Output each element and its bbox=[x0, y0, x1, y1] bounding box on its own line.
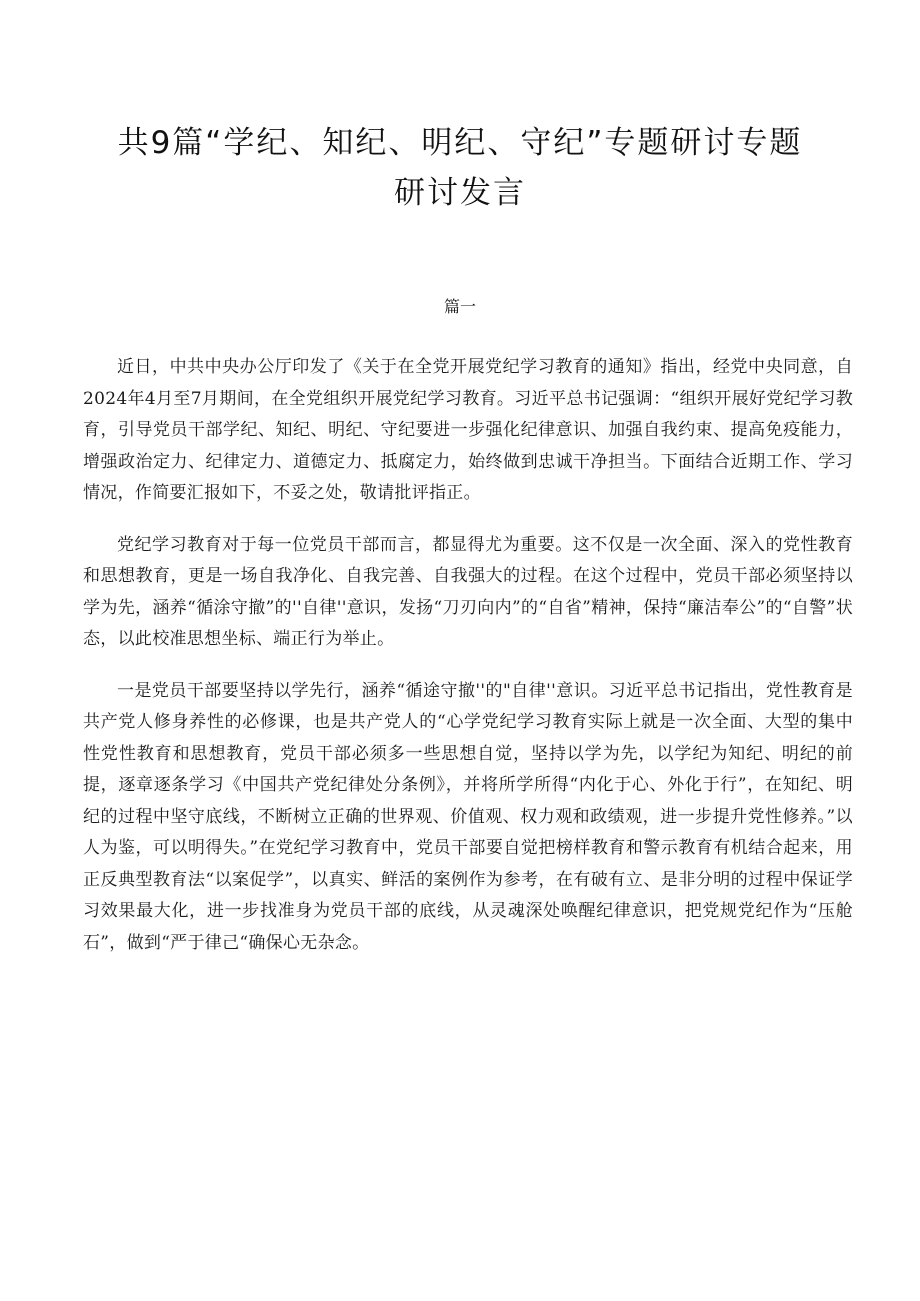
title-line-2: 研讨发言 bbox=[394, 175, 526, 211]
paragraph-1: 近日，中共中央办公厅印发了《关于在全党开展党纪学习教育的通知》指出，经党中央同意，自2024年4月至7月期间，在全党组织开展党纪学习教育。习近平总书记强调：“组织开展好党纪学习教育，引导党员干部学纪、知纪、明纪、守纪要进一步强化纪律意识、加强自我约束、提高免疫能力，增强政治定力、纪律定力、道德定力、抵腐定力，始终做到忠诚干净担当。下面结合近期工作、学习情况，作简要汇报如下，不妥之处，敬请批评指正。 bbox=[83, 357, 853, 503]
paragraph-2: 党纪学习教育对于每一位党员干部而言，都显得尤为重要。这不仅是一次全面、深入的党性教育和思想教育，更是一场自我净化、自我完善、自我强大的过程。在这个过程中，党员干部必须坚持以学为先，涵养“循涂守撤”的''自律''意识，发扬“刀刃向内”的“自省”精神，保持“廉洁奉公”的“自警”状态，以此校准思想坐标、端正行为举止。 bbox=[83, 534, 853, 649]
title-line-1: 共9篇“学纪、知纪、明纪、守纪”专题研讨专题 bbox=[117, 125, 803, 161]
document-body bbox=[83, 352, 853, 979]
document-title bbox=[60, 118, 860, 218]
section-heading: 篇一 bbox=[443, 297, 476, 316]
paragraph-3: 一是党员干部要坚持以学先行，涵养“循途守撤''的"自律''意识。习近平总书记指出，党性教育是共产党人修身养性的必修课，也是共产党人的“心学党纪学习教育实际上就是一次全面、大型的集中性党性教育和思想教育，党员干部必须多一些思想自觉，坚持以学为先，以学纪为知纪、明纪的前提，逐章逐条学习《中国共产党纪律处分条例》，并将所学所得“内化于心、外化于行”，在知纪、明纪的过程中坚守底线，不断树立正确的世界观、价值观、权力观和政绩观，进一步提升党性修养。”以人为鉴，可以明得失。”在党纪学习教育中，党员干部要自觉把榜样教育和警示教育有机结合起来，用正反典型教育法“以案促学”，以真实、鲜活的案例作为参考，在有破有立、是非分明的过程中保证学习效果最大化，进一步找准身为党员干部的底线，从灵魂深处唤醒纪律意识，把党规党纪作为“压舱石”，做到“严于律己“确保心无杂念。 bbox=[83, 680, 853, 953]
